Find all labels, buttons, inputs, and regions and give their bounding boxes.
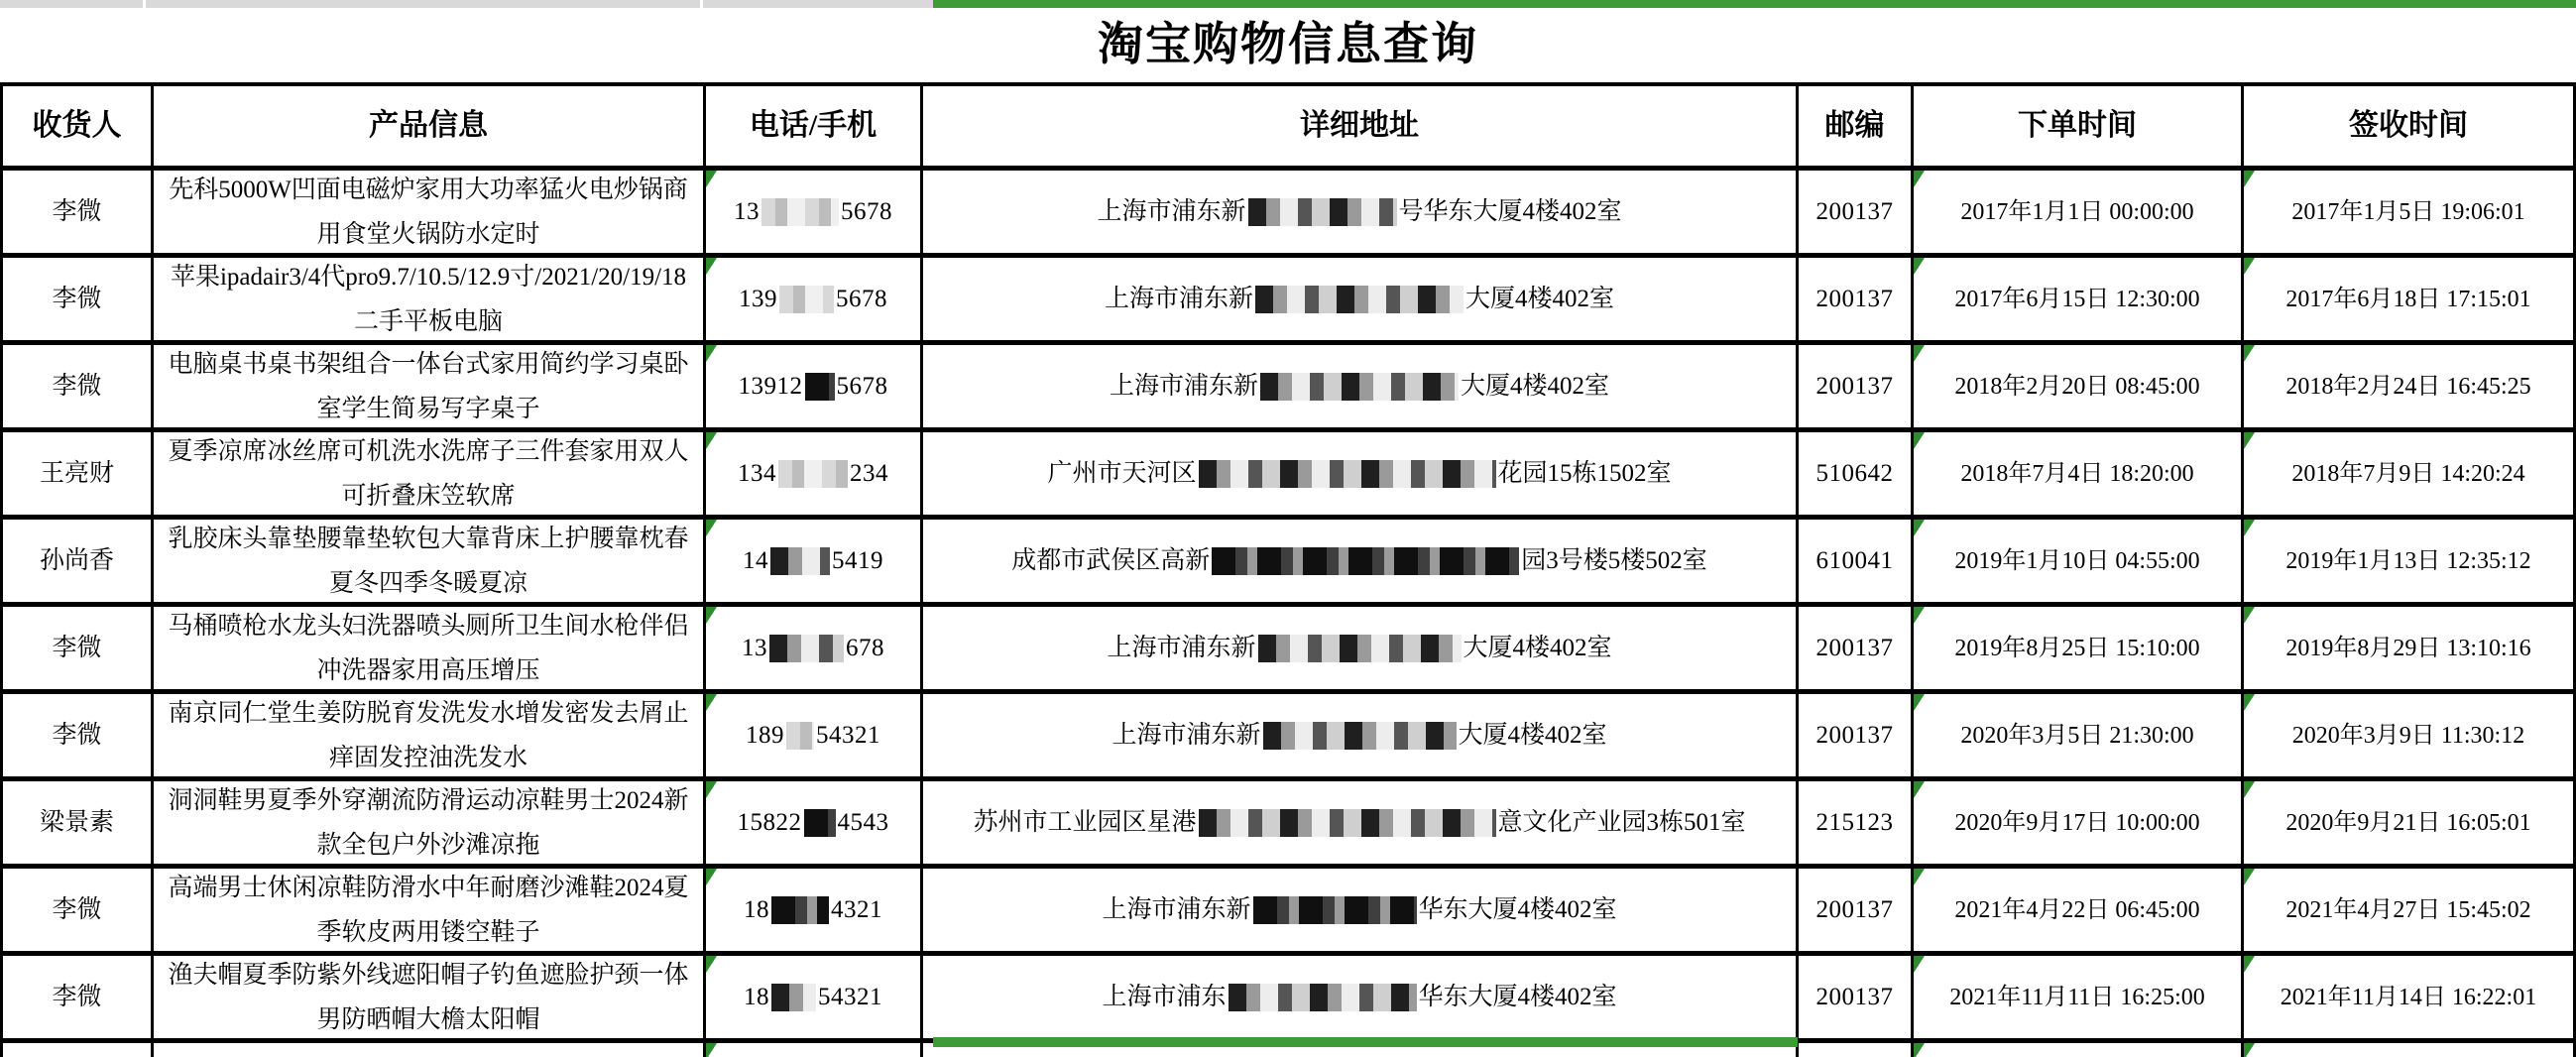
address-text: 上海市浦东新 号华东大厦4楼402室 <box>1097 197 1622 225</box>
header-cell-address[interactable]: 详细地址 <box>923 86 1799 171</box>
recipient-cell[interactable] <box>3 956 154 1043</box>
address-cell[interactable] <box>923 607 1799 694</box>
cell-comment-triangle-icon <box>706 258 717 275</box>
cell-comment-triangle-icon <box>706 956 717 973</box>
sign-time-text: 2017年1月5日 19:06:01 <box>2291 198 2525 225</box>
product-cell[interactable] <box>154 345 706 432</box>
phone-cell[interactable] <box>706 781 923 869</box>
header-cell-order-time[interactable]: 下单时间 <box>1914 86 2244 171</box>
sign-time-cell[interactable] <box>2244 345 2576 432</box>
header-cell-zip[interactable]: 邮编 <box>1799 86 1914 171</box>
phone-cell[interactable] <box>706 607 923 694</box>
phone-redaction-block <box>804 809 836 837</box>
address-cell[interactable] <box>923 520 1799 607</box>
header-cell-recipient[interactable]: 收货人 <box>3 86 154 171</box>
order-time-text: 2021年11月11日 16:25:00 <box>1949 984 2205 1010</box>
phone-cell[interactable] <box>706 345 923 432</box>
order-time-cell[interactable] <box>1914 258 2244 345</box>
phone-redaction-block <box>761 198 839 226</box>
cell-comment-triangle-icon <box>2244 694 2255 711</box>
phone-text: 13912 5678 <box>738 372 888 400</box>
zip-text: 200137 <box>1815 634 1894 661</box>
header-cell-phone[interactable]: 电话/手机 <box>706 86 923 171</box>
zip-text: 200137 <box>1815 197 1894 225</box>
product-cell[interactable] <box>154 258 706 345</box>
cell-comment-triangle-icon <box>706 1043 717 1057</box>
sign-time-text: 2020年3月9日 11:30:12 <box>2291 722 2525 749</box>
address-cell[interactable] <box>923 869 1799 956</box>
phone-text: 18 54321 <box>744 983 882 1010</box>
zip-text: 200137 <box>1815 895 1894 923</box>
recipient-name: 李微 <box>52 983 102 1010</box>
cell-comment-triangle-icon <box>1914 258 1925 275</box>
cell-comment-triangle-icon <box>1914 1043 1925 1057</box>
cell-comment-triangle-icon <box>1914 171 1925 187</box>
header-cell-product[interactable]: 产品信息 <box>154 86 706 171</box>
product-cell[interactable] <box>154 694 706 781</box>
address-redaction-block <box>1229 984 1417 1011</box>
product-text: 苹果ipadair3/4代pro9.7/10.5/12.9寸/2021/20/19/18二手平板电脑 <box>170 263 687 335</box>
header-cell-sign-time[interactable]: 签收时间 <box>2244 86 2576 171</box>
address-cell[interactable] <box>923 956 1799 1043</box>
phone-text: 18 4321 <box>744 895 882 923</box>
phone-redaction-block <box>770 547 830 575</box>
sign-time-text: 2017年6月18日 17:15:01 <box>2285 286 2531 312</box>
zip-cell[interactable] <box>1799 1043 1914 1057</box>
sign-time-cell[interactable] <box>2244 781 2576 869</box>
product-text: 马桶喷枪水龙头妇洗器喷头厕所卫生间水枪伴侣冲洗器家用高压增压 <box>168 612 689 684</box>
address-text: 上海市浦东新 大厦4楼402室 <box>1104 285 1615 312</box>
recipient-name: 李微 <box>52 634 102 661</box>
sign-time-text: 2021年4月27日 15:45:02 <box>2285 896 2531 923</box>
product-text: 电脑桌书桌书架组合一体台式家用简约学习桌卧室学生简易写字桌子 <box>168 350 689 422</box>
address-cell[interactable] <box>923 258 1799 345</box>
address-text: 上海市浦东新 大厦4楼402室 <box>1109 372 1610 400</box>
sign-time-cell[interactable] <box>2244 694 2576 781</box>
address-text: 广州市天河区 花园15栋1502室 <box>1047 459 1672 487</box>
product-text: 高端男士休闲凉鞋防滑水中年耐磨沙滩鞋2024夏季软皮两用镂空鞋子 <box>168 874 689 946</box>
recipient-cell[interactable] <box>3 258 154 345</box>
cell-comment-triangle-icon <box>2244 520 2255 536</box>
phone-redaction-block <box>771 896 829 924</box>
order-time-cell[interactable] <box>1914 171 2244 258</box>
address-redaction-block <box>1199 809 1496 837</box>
phone-redaction-block <box>778 460 848 488</box>
address-text: 上海市浦东新 大厦4楼402室 <box>1107 634 1612 661</box>
orders-table <box>0 82 2576 1043</box>
recipient-cell[interactable] <box>3 869 154 956</box>
sign-time-cell[interactable] <box>2244 432 2576 520</box>
address-text: 成都市武侯区高新 园3号楼5楼502室 <box>1011 546 1707 574</box>
address-cell[interactable] <box>923 432 1799 520</box>
phone-redaction-block <box>769 635 844 662</box>
zip-cell[interactable] <box>1799 869 1914 956</box>
cell-comment-triangle-icon <box>2244 781 2255 798</box>
phone-redaction-block <box>805 373 835 401</box>
cell-comment-triangle-icon <box>1914 520 1925 536</box>
order-time-text: 2018年2月20日 08:45:00 <box>1954 373 2200 400</box>
product-cell[interactable] <box>154 781 706 869</box>
sign-time-cell[interactable] <box>2244 607 2576 694</box>
product-text: 洞洞鞋男夏季外穿潮流防滑运动凉鞋男士2024新款全包户外沙滩凉拖 <box>168 786 689 859</box>
product-cell[interactable] <box>154 1043 706 1057</box>
cell-comment-triangle-icon <box>1914 432 1925 449</box>
phone-cell[interactable] <box>706 258 923 345</box>
order-time-cell[interactable] <box>1914 781 2244 869</box>
zip-cell[interactable] <box>1799 694 1914 781</box>
recipient-cell[interactable] <box>3 171 154 258</box>
cell-comment-triangle-icon <box>2244 869 2255 885</box>
cell-comment-triangle-icon <box>706 781 717 798</box>
zip-text: 200137 <box>1815 372 1894 400</box>
phone-cell[interactable] <box>706 520 923 607</box>
page-title[interactable]: 淘宝购物信息查询 <box>1098 19 1478 69</box>
address-text: 上海市浦东新 大厦4楼402室 <box>1112 721 1607 749</box>
phone-cell[interactable] <box>706 171 923 258</box>
recipient-cell[interactable] <box>3 1043 154 1057</box>
phone-cell[interactable] <box>706 1043 923 1057</box>
cell-comment-triangle-icon <box>706 694 717 711</box>
recipient-name: 王亮财 <box>39 459 114 487</box>
zip-cell[interactable] <box>1799 520 1914 607</box>
cell-comment-triangle-icon <box>2244 258 2255 275</box>
address-cell[interactable] <box>923 171 1799 258</box>
recipient-name: 李微 <box>52 372 102 400</box>
phone-cell[interactable] <box>706 432 923 520</box>
address-redaction-block <box>1248 198 1397 226</box>
cell-comment-triangle-icon <box>2244 607 2255 624</box>
sign-time-text: 2019年8月29日 13:10:16 <box>2285 635 2531 661</box>
cell-comment-triangle-icon <box>1914 869 1925 885</box>
sign-time-text: 2019年1月13日 12:35:12 <box>2285 547 2531 574</box>
product-text: 乳胶床头靠垫腰靠垫软包大靠背床上护腰靠枕春夏冬四季冬暖夏凉 <box>168 525 689 597</box>
address-text: 苏州市工业园区星港 意文化产业园3栋501室 <box>973 808 1746 836</box>
sign-time-text: 2021年11月14日 16:22:01 <box>2280 984 2537 1010</box>
phone-cell[interactable] <box>706 694 923 781</box>
phone-text: 14 5419 <box>743 546 883 574</box>
order-time-cell[interactable] <box>1914 694 2244 781</box>
address-cell[interactable] <box>923 781 1799 869</box>
order-time-text: 2020年3月5日 21:30:00 <box>1960 722 2194 749</box>
product-text: 渔夫帽夏季防紫外线遮阳帽子钓鱼遮脸护颈一体男防晒帽大檐太阳帽 <box>168 961 689 1033</box>
selection-border-bar <box>933 1037 1798 1047</box>
phone-text: 139 5678 <box>739 285 887 312</box>
cell-comment-triangle-icon <box>1914 345 1925 362</box>
sign-time-text: 2018年2月24日 16:45:25 <box>2285 373 2531 400</box>
address-redaction-block <box>1258 635 1462 662</box>
order-time-cell[interactable] <box>1914 1043 2244 1057</box>
order-time-cell[interactable] <box>1914 345 2244 432</box>
sign-time-cell[interactable] <box>2244 171 2576 258</box>
cell-comment-triangle-icon <box>2244 171 2255 187</box>
recipient-name: 李微 <box>52 285 102 312</box>
address-redaction-block <box>1263 722 1457 750</box>
cell-comment-triangle-icon <box>706 869 717 885</box>
address-text: 上海市浦东新 华东大厦4楼402室 <box>1102 895 1617 923</box>
product-text: 南京同仁堂生姜防脱育发洗发水增发密发去屑止痒固发控油洗发水 <box>168 699 689 771</box>
phone-text: 189 54321 <box>746 721 880 749</box>
sign-time-text: 2018年7月9日 14:20:24 <box>2291 460 2525 487</box>
recipient-cell[interactable] <box>3 345 154 432</box>
address-text: 上海市浦东 华东大厦4楼402室 <box>1102 983 1617 1010</box>
cell-comment-triangle-icon <box>706 607 717 624</box>
recipient-cell[interactable] <box>3 607 154 694</box>
sign-time-text: 2020年9月21日 16:05:01 <box>2285 809 2531 836</box>
zip-text: 200137 <box>1815 721 1894 749</box>
zip-text: 510642 <box>1815 459 1894 487</box>
cell-comment-triangle-icon <box>706 520 717 536</box>
zip-text: 610041 <box>1815 546 1894 574</box>
phone-redaction-block <box>779 286 834 313</box>
recipient-cell[interactable] <box>3 432 154 520</box>
product-text: 先科5000W凹面电磁炉家用大功率猛火电炒锅商用食堂火锅防水定时 <box>169 176 688 248</box>
order-time-cell[interactable] <box>1914 869 2244 956</box>
cell-comment-triangle-icon <box>2244 432 2255 449</box>
order-time-text: 2019年1月10日 04:55:00 <box>1954 547 2200 574</box>
phone-redaction-block <box>786 722 814 750</box>
sign-time-cell[interactable] <box>2244 1043 2576 1057</box>
order-time-text: 2020年9月17日 10:00:00 <box>1954 809 2200 836</box>
cell-comment-triangle-icon <box>706 171 717 187</box>
order-time-text: 2017年6月15日 12:30:00 <box>1954 286 2200 312</box>
address-redaction-block <box>1255 286 1464 313</box>
cell-comment-triangle-icon <box>2244 1043 2255 1057</box>
zip-cell[interactable] <box>1799 171 1914 258</box>
product-cell[interactable] <box>154 869 706 956</box>
cell-comment-triangle-icon <box>1914 956 1925 973</box>
order-time-text: 2021年4月22日 06:45:00 <box>1954 896 2200 923</box>
cell-comment-triangle-icon <box>1914 694 1925 711</box>
address-cell[interactable] <box>923 345 1799 432</box>
cell-comment-triangle-icon <box>1914 607 1925 624</box>
order-time-cell[interactable] <box>1914 520 2244 607</box>
cell-comment-triangle-icon <box>706 345 717 362</box>
product-text: 夏季凉席冰丝席可机洗水洗席子三件套家用双人可折叠床笠软席 <box>168 437 689 510</box>
sign-time-cell[interactable] <box>2244 956 2576 1043</box>
zip-cell[interactable] <box>1799 258 1914 345</box>
address-redaction-block <box>1253 896 1417 924</box>
order-time-cell[interactable] <box>1914 956 2244 1043</box>
cell-comment-triangle-icon <box>706 432 717 449</box>
order-time-text: 2018年7月4日 18:20:00 <box>1960 460 2194 487</box>
recipient-cell[interactable] <box>3 520 154 607</box>
order-time-cell[interactable] <box>1914 607 2244 694</box>
zip-cell[interactable] <box>1799 956 1914 1043</box>
recipient-name: 梁景素 <box>39 808 114 836</box>
zip-cell[interactable] <box>1799 432 1914 520</box>
phone-text: 15822 4543 <box>737 808 889 836</box>
recipient-name: 李微 <box>52 197 102 225</box>
zip-text: 215123 <box>1815 808 1894 836</box>
sign-time-cell[interactable] <box>2244 258 2576 345</box>
zip-cell[interactable] <box>1799 345 1914 432</box>
recipient-cell[interactable] <box>3 694 154 781</box>
product-cell[interactable] <box>154 432 706 520</box>
zip-text: 200137 <box>1815 983 1894 1010</box>
phone-text: 13 678 <box>742 634 884 661</box>
recipient-name: 孙尚香 <box>39 546 114 574</box>
zip-text: 200137 <box>1815 285 1894 312</box>
address-cell[interactable] <box>923 694 1799 781</box>
phone-text: 134 234 <box>738 459 888 487</box>
address-redaction-block <box>1260 373 1459 401</box>
order-time-text: 2019年8月25日 15:10:00 <box>1954 635 2200 661</box>
cell-comment-triangle-icon <box>2244 345 2255 362</box>
order-time-cell[interactable] <box>1914 432 2244 520</box>
product-cell[interactable] <box>154 956 706 1043</box>
address-redaction-block <box>1212 547 1519 575</box>
order-time-text: 2017年1月1日 00:00:00 <box>1960 198 2194 225</box>
zip-cell[interactable] <box>1799 781 1914 869</box>
product-cell[interactable] <box>154 520 706 607</box>
phone-cell[interactable] <box>706 869 923 956</box>
product-cell[interactable] <box>154 607 706 694</box>
cell-comment-triangle-icon <box>2244 956 2255 973</box>
phone-cell[interactable] <box>706 956 923 1043</box>
product-cell[interactable] <box>154 171 706 258</box>
sign-time-cell[interactable] <box>2244 520 2576 607</box>
phone-redaction-block <box>771 984 816 1011</box>
sign-time-cell[interactable] <box>2244 869 2576 956</box>
recipient-name: 李微 <box>52 721 102 749</box>
phone-text: 13 5678 <box>734 197 892 225</box>
address-redaction-block <box>1199 460 1496 488</box>
cell-comment-triangle-icon <box>1914 781 1925 798</box>
zip-cell[interactable] <box>1799 607 1914 694</box>
recipient-cell[interactable] <box>3 781 154 869</box>
recipient-name: 李微 <box>52 895 102 923</box>
